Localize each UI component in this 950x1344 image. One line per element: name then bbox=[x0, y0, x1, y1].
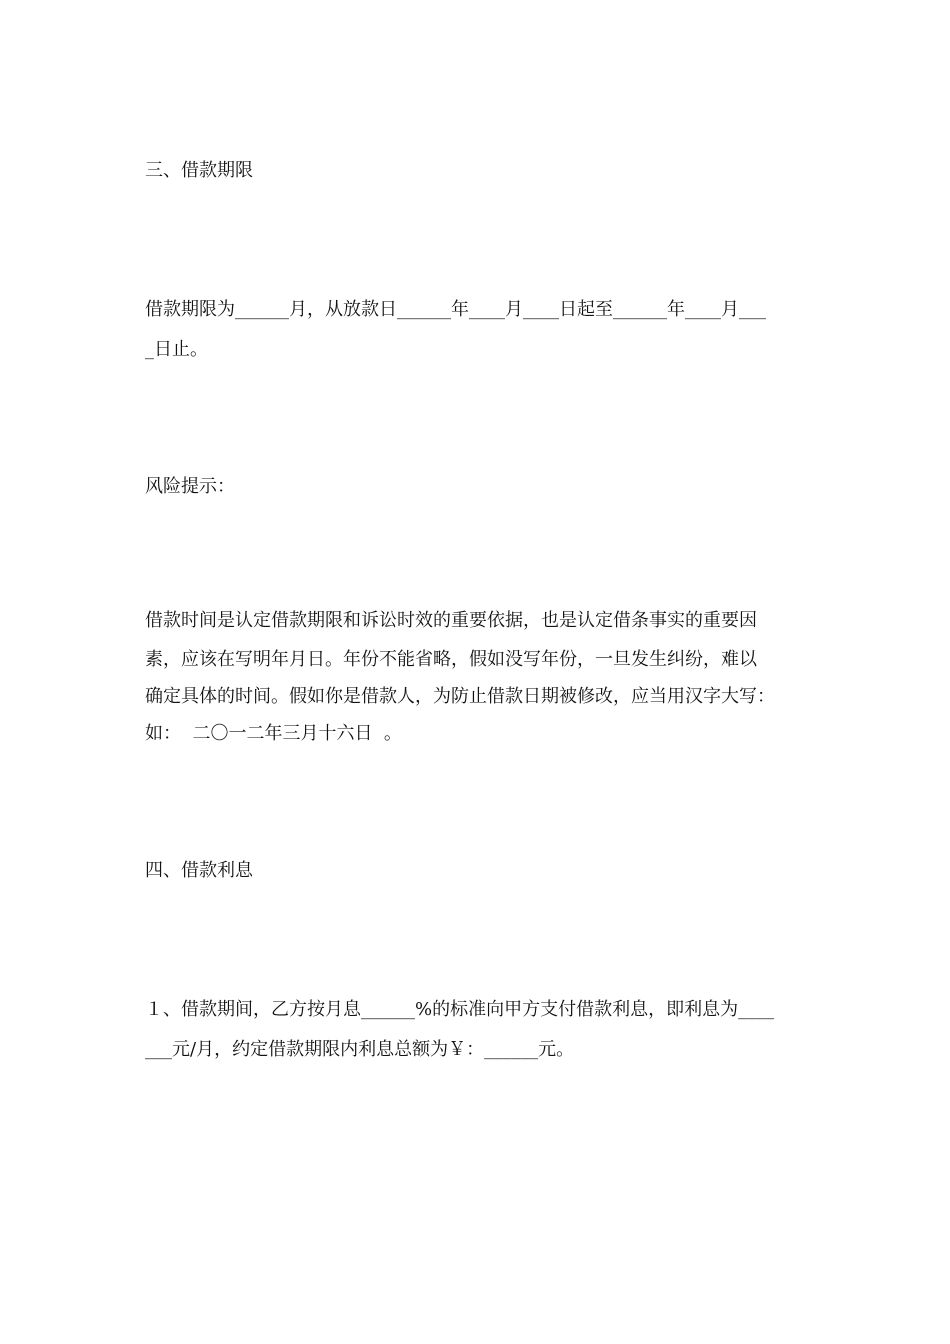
section-4-item-1-line-2: ___元/月，约定借款期限内利息总额为￥：______元。 bbox=[145, 1039, 575, 1060]
section-4-heading: 四、借款利息 bbox=[145, 860, 253, 881]
section-3-heading: 三、借款期限 bbox=[145, 160, 253, 181]
section-4-item-1-line-1: １、借款期间，乙方按月息______%的标准向甲方支付借款利息，即利息为____ bbox=[145, 999, 775, 1020]
risk-paragraph-line-2: 素，应该在写明年月日。年份不能省略，假如没写年份，一旦发生纠纷，难以 bbox=[145, 649, 757, 670]
section-3-paragraph-line-2: _日止。 bbox=[145, 339, 208, 360]
risk-paragraph-line-1: 借款时间是认定借款期限和诉讼时效的重要依据，也是认定借条事实的重要因 bbox=[145, 610, 757, 631]
risk-paragraph-line-4: 如： 二〇一二年三月十六日 。 bbox=[145, 723, 402, 744]
risk-paragraph-line-3: 确定具体的时间。假如你是借款人，为防止借款日期被修改，应当用汉字大写： bbox=[145, 686, 775, 707]
risk-heading: 风险提示： bbox=[145, 476, 235, 497]
section-3-paragraph-line-1: 借款期限为______月，从放款日______年____月____日起至______年____月___ bbox=[145, 299, 766, 320]
